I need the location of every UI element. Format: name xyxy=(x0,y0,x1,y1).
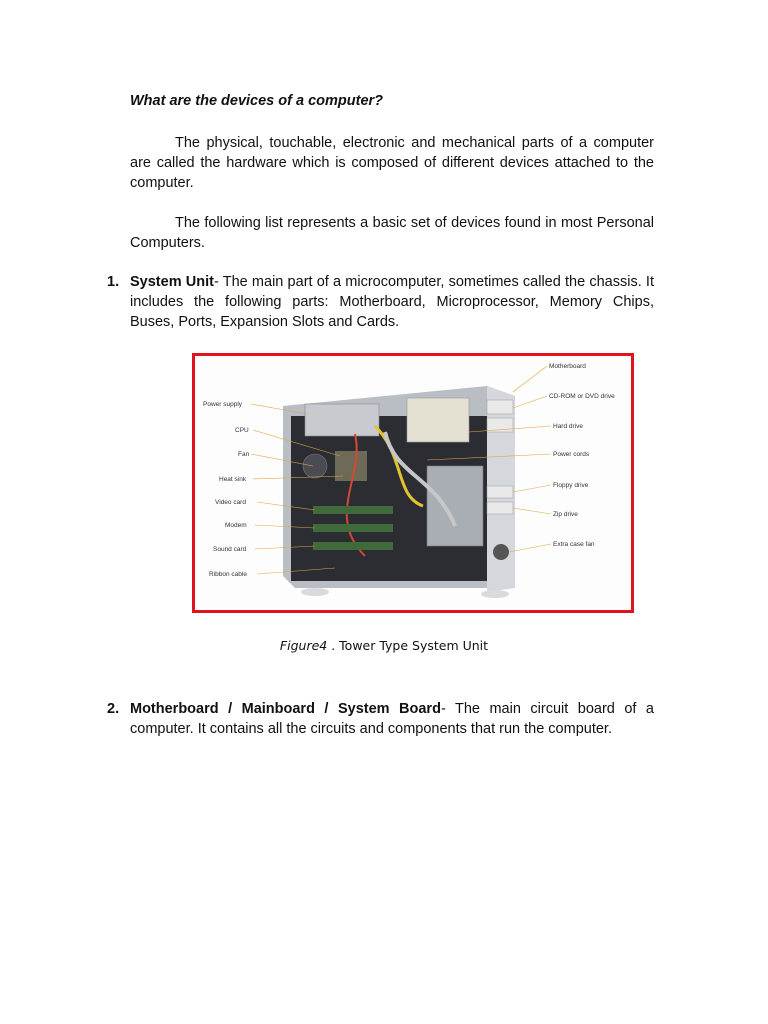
callout-label: Fan xyxy=(238,451,250,458)
list-item-text xyxy=(130,699,654,739)
callout-label: Sound card xyxy=(213,546,247,553)
callout-label: Zip drive xyxy=(553,511,578,518)
case-foot xyxy=(481,590,509,598)
callout-label: Power cords xyxy=(553,451,590,458)
figure-label: Figure4 xyxy=(279,638,328,653)
fan-shape xyxy=(303,454,327,478)
list-item-motherboard xyxy=(107,699,654,739)
floppy-drive-shape xyxy=(487,486,513,498)
caption-text: . Tower Type System Unit xyxy=(327,638,489,653)
case-foot xyxy=(301,588,329,596)
extra-case-fan-shape xyxy=(493,544,509,560)
leader-line xyxy=(513,485,551,492)
paragraph-hardware-definition: The physical, touchable, electronic and mechanical parts of a computer are called the hardware which is composed of different devices attached to the computer. xyxy=(130,135,654,191)
list-item-description: - The main circuit board of a computer. It contains all the circuits and components that run the computer. xyxy=(130,701,655,737)
callout-label: Extra case fan xyxy=(553,541,595,548)
list-item-description: - The main part of a microcomputer, sometimes called the chassis. It includes the following parts: Motherboard, Microprocessor, Memory Chips, Buses, Ports, Expansion Slots and Cards. xyxy=(130,274,654,330)
figure-caption xyxy=(0,638,768,653)
callout-label: Ribbon cable xyxy=(209,571,247,578)
cdrom-drive-shape xyxy=(487,400,513,414)
callout-label: CD-ROM or DVD drive xyxy=(549,393,615,400)
callout-label: CPU xyxy=(235,427,249,434)
list-number: 1. xyxy=(107,274,120,290)
power-supply-shape xyxy=(305,404,379,436)
sound-card-shape xyxy=(313,542,393,550)
video-card-shape xyxy=(313,506,393,514)
list-number: 2. xyxy=(107,701,120,717)
callout-label: Power supply xyxy=(203,401,243,408)
list-item-system-unit xyxy=(107,272,654,332)
leader-line xyxy=(509,544,551,552)
callout-label: Floppy drive xyxy=(553,482,589,489)
callout-label: Motherboard xyxy=(549,363,586,370)
section-heading: What are the devices of a computer? xyxy=(130,93,384,109)
leader-line xyxy=(513,508,551,514)
leader-line xyxy=(513,366,547,392)
drive-bay-shape xyxy=(407,398,469,442)
paragraph-device-list-intro: The following list represents a basic set of devices found in most Personal Computers. xyxy=(130,215,654,251)
system-unit-figure xyxy=(192,353,634,613)
callout-label: Heat sink xyxy=(219,476,247,483)
callout-label: Modem xyxy=(225,522,247,529)
list-item-term: System Unit xyxy=(130,274,214,290)
list-item-text xyxy=(130,272,654,332)
leader-line xyxy=(513,396,547,408)
modem-card-shape xyxy=(313,524,393,532)
tower-illustration xyxy=(195,356,631,610)
callout-label: Hard drive xyxy=(553,423,583,430)
drive-cage-shape xyxy=(427,466,483,546)
heat-sink-shape xyxy=(335,451,367,481)
list-item-term: Motherboard / Mainboard / System Board xyxy=(130,701,441,717)
callout-label: Video card xyxy=(215,499,246,506)
zip-drive-shape xyxy=(487,502,513,514)
